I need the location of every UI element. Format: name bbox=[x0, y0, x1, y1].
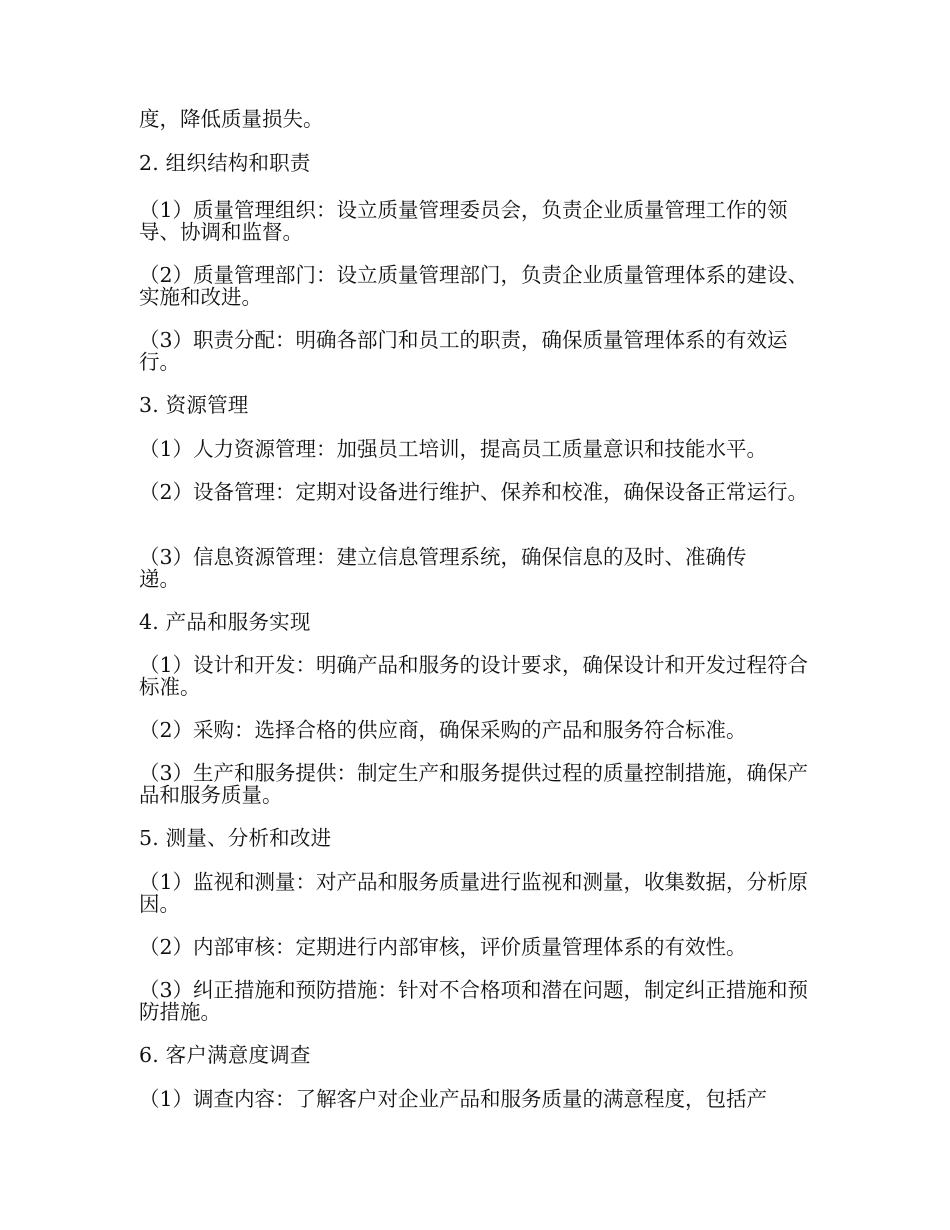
list-item: （2）设备管理：定期对设备进行维护、保养和校准，确保设备正常运行。 bbox=[139, 480, 809, 504]
list-item: （2）质量管理部门：设立质量管理部门，负责企业质量管理体系的建设、实施和改进。 bbox=[139, 263, 809, 309]
list-item: （1）人力资源管理：加强员工培训，提高员工质量意识和技能水平。 bbox=[139, 437, 768, 461]
list-item: （1）质量管理组织：设立质量管理委员会，负责企业质量管理工作的领导、协调和监督。 bbox=[139, 198, 788, 244]
list-item: （2）内部审核：定期进行内部审核，评价质量管理体系的有效性。 bbox=[139, 935, 747, 959]
list-item: （1）调查内容：了解客户对企业产品和服务质量的满意程度，包括产 bbox=[139, 1087, 768, 1111]
section-heading-2: 2. 组织结构和职责 bbox=[139, 151, 311, 175]
list-item: （3）生产和服务提供：制定生产和服务提供过程的质量控制措施，确保产品和服务质量。 bbox=[139, 761, 809, 807]
section-heading-6: 6. 客户满意度调查 bbox=[139, 1043, 311, 1067]
section-heading-5: 5. 测量、分析和改进 bbox=[139, 826, 332, 850]
section-heading-4: 4. 产品和服务实现 bbox=[139, 610, 311, 634]
list-item: （2）采购：选择合格的供应商，确保采购的产品和服务符合标准。 bbox=[139, 718, 747, 742]
paragraph-continuation: 度，降低质量损失。 bbox=[139, 107, 324, 131]
list-item: （3）纠正措施和预防措施：针对不合格项和潜在问题，制定纠正措施和预防措施。 bbox=[139, 978, 809, 1024]
list-item: （1）设计和开发：明确产品和服务的设计要求，确保设计和开发过程符合标准。 bbox=[139, 653, 809, 699]
list-item: （1）监视和测量：对产品和服务质量进行监视和测量，收集数据，分析原因。 bbox=[139, 870, 809, 916]
section-heading-3: 3. 资源管理 bbox=[139, 393, 249, 417]
list-item: （3）职责分配：明确各部门和员工的职责，确保质量管理体系的有效运行。 bbox=[139, 328, 788, 374]
list-item: （3）信息资源管理：建立信息管理系统，确保信息的及时、准确传递。 bbox=[139, 545, 747, 591]
